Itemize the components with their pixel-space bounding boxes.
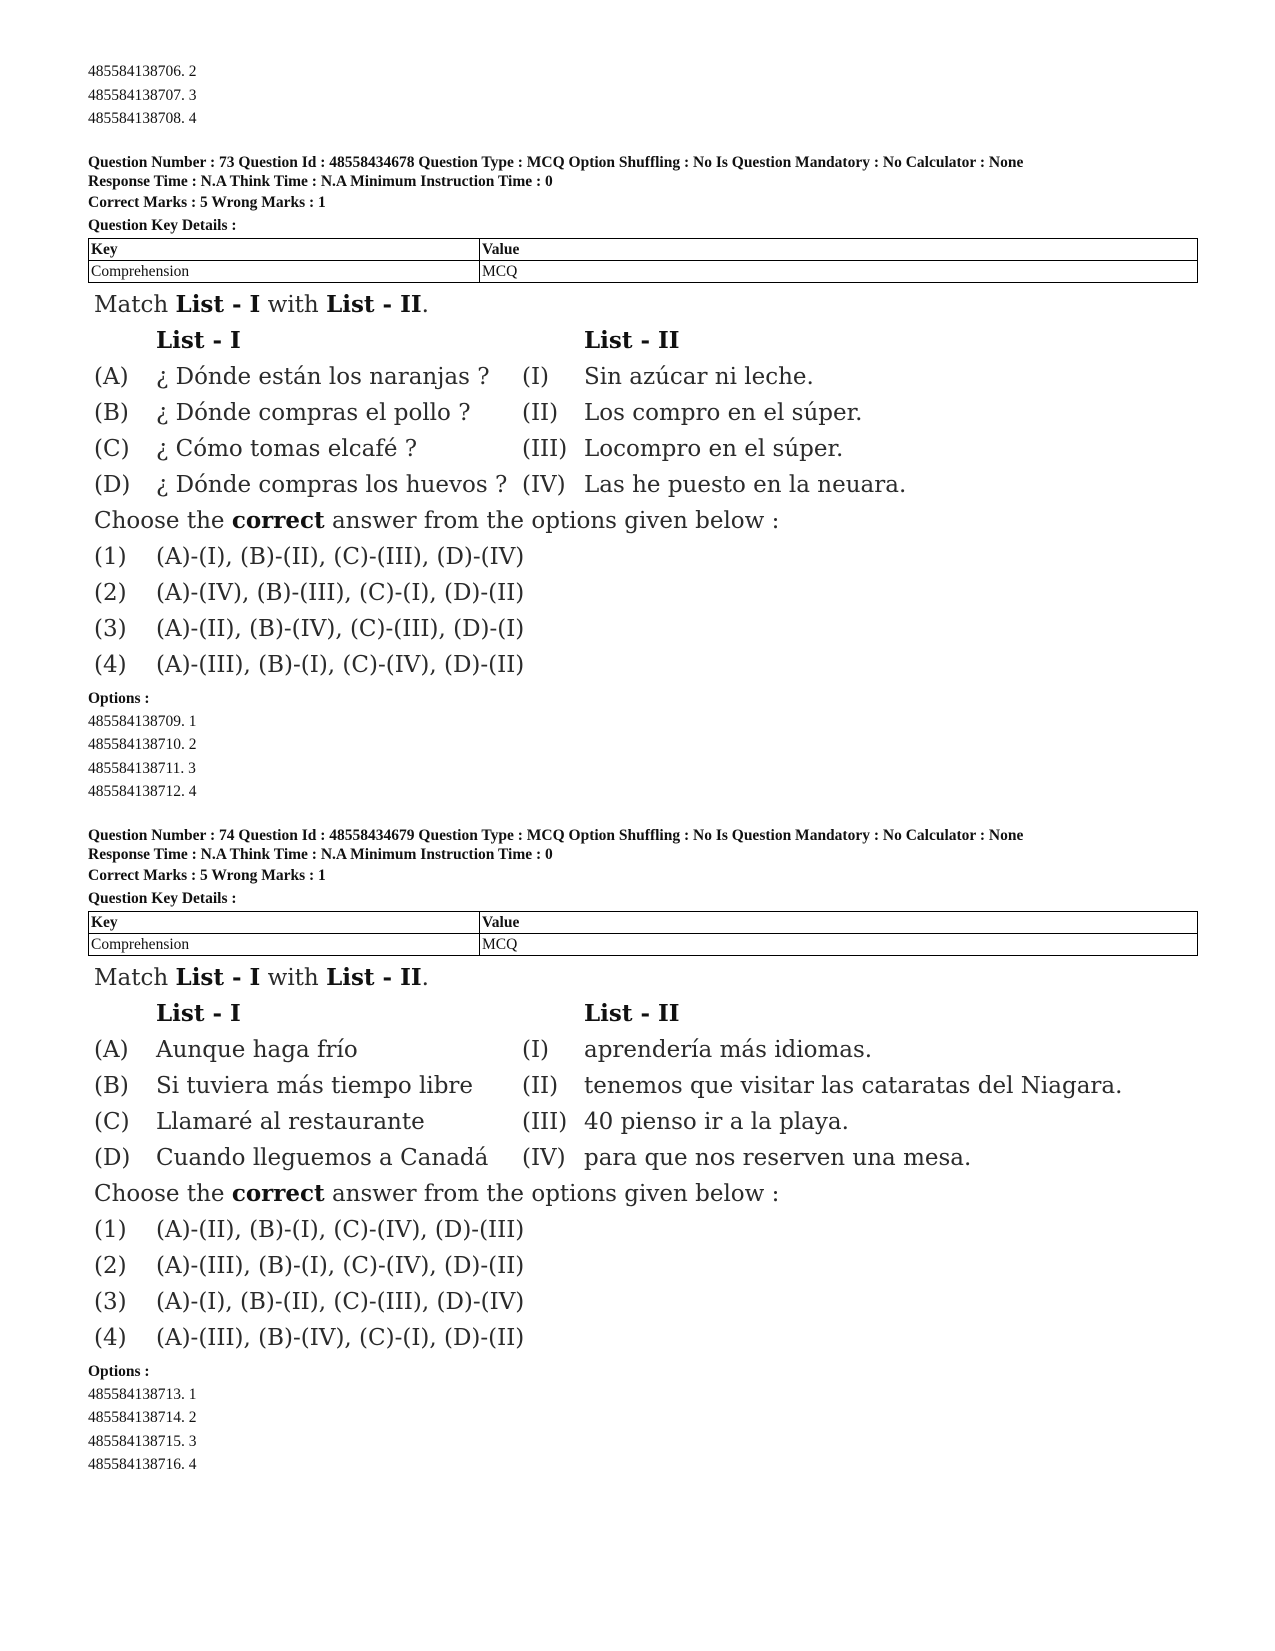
option-line: 485584138708. 4 [88, 110, 197, 127]
table-row [89, 260, 1198, 282]
key-details-label: Question Key Details : [88, 216, 237, 234]
option-line: 485584138709. 1 [88, 712, 197, 730]
value-header-cell: Value [480, 238, 1198, 260]
table-header-row [89, 238, 1198, 260]
option-line: 485584138716. 4 [88, 1456, 197, 1473]
question-header [88, 153, 1198, 191]
option-line: 485584138711. 3 [88, 759, 196, 777]
options-label: Options : [88, 689, 150, 707]
list-headers [94, 323, 1198, 359]
key-details-table [88, 911, 1198, 956]
marks-line: Correct Marks : 5 Wrong Marks : 1 [88, 866, 326, 884]
answer-choice: (3) (A)-(II), (B)-(IV), (C)-(III), (D)-(I) [94, 615, 525, 642]
key-details-label: Question Key Details : [88, 889, 237, 907]
question-header-line1: Question Number : 73 Question Id : 48558434678 Question Type : MCQ Option Shuffling : No Is Question Mandatory : No Calculator : None [88, 153, 1024, 171]
match-instruction: Match List - I with List - II. [94, 290, 429, 318]
question-73 [88, 153, 1198, 804]
question-header-line2: Response Time : N.A Think Time : N.A Minimum Instruction Time : 0 [88, 172, 553, 190]
match-row: (A) Aunque haga frío (I) aprendería más idiomas. [94, 1036, 873, 1063]
match-row: (D) Cuando lleguemos a Canadá (IV) para que nos reserven una mesa. [94, 1144, 972, 1171]
list-headers [94, 996, 1198, 1032]
answer-choice: (1) (A)-(I), (B)-(II), (C)-(III), (D)-(IV) [94, 543, 525, 570]
marks-line: Correct Marks : 5 Wrong Marks : 1 [88, 193, 326, 211]
option-line: 485584138715. 3 [88, 1432, 197, 1450]
key-header-cell: Key [89, 238, 480, 260]
key-header-cell: Key [89, 911, 480, 933]
value-header-cell: Value [480, 911, 1198, 933]
option-line: 485584138710. 2 [88, 736, 197, 753]
list2-heading: List - II [584, 999, 680, 1027]
options-list [88, 710, 1198, 804]
option-line: 485584138706. 2 [88, 63, 197, 80]
options-label: Options : [88, 1362, 150, 1380]
match-row: (A) ¿ Dónde están los naranjas ? (I) Sin azúcar ni leche. [94, 363, 814, 390]
value-cell: MCQ [480, 260, 1198, 282]
question-header-line2: Response Time : N.A Think Time : N.A Minimum Instruction Time : 0 [88, 845, 553, 863]
match-row: (B) ¿ Dónde compras el pollo ? (II) Los compro en el súper. [94, 399, 863, 426]
document-page [88, 60, 1198, 1477]
question-74 [88, 826, 1198, 1477]
answer-choice: (1) (A)-(II), (B)-(I), (C)-(IV), (D)-(III) [94, 1216, 525, 1243]
question-body [94, 287, 1198, 683]
choose-instruction: Choose the correct answer from the options given below : [94, 1179, 780, 1207]
option-line: 485584138713. 1 [88, 1385, 197, 1403]
key-cell: Comprehension [89, 933, 480, 955]
choose-instruction: Choose the correct answer from the options given below : [94, 506, 780, 534]
list1-heading: List - I [156, 326, 241, 354]
question-body [94, 960, 1198, 1356]
question-header [88, 826, 1198, 864]
option-line: 485584138714. 2 [88, 1409, 197, 1426]
match-row: (C) Llamaré al restaurante (III) 40 pienso ir a la playa. [94, 1108, 849, 1135]
answer-choice: (2) (A)-(IV), (B)-(III), (C)-(I), (D)-(II) [94, 579, 525, 606]
key-cell: Comprehension [89, 260, 480, 282]
value-cell: MCQ [480, 933, 1198, 955]
answer-choice: (4) (A)-(III), (B)-(IV), (C)-(I), (D)-(II) [94, 1324, 525, 1351]
key-details-table [88, 238, 1198, 283]
answer-choice: (3) (A)-(I), (B)-(II), (C)-(III), (D)-(IV) [94, 1288, 525, 1315]
options-list [88, 1383, 1198, 1477]
answer-choice: (2) (A)-(III), (B)-(I), (C)-(IV), (D)-(II) [94, 1252, 525, 1279]
previous-options-list [88, 60, 1198, 131]
table-row [89, 933, 1198, 955]
table-header-row [89, 911, 1198, 933]
match-row: (C) ¿ Cómo tomas elcafé ? (III) Locompro en el súper. [94, 435, 844, 462]
option-line: 485584138707. 3 [88, 86, 197, 104]
match-row: (D) ¿ Dónde compras los huevos ? (IV) Las he puesto en la neuara. [94, 471, 907, 498]
list2-heading: List - II [584, 326, 680, 354]
answer-choice: (4) (A)-(III), (B)-(I), (C)-(IV), (D)-(II) [94, 651, 525, 678]
list1-heading: List - I [156, 999, 241, 1027]
match-instruction: Match List - I with List - II. [94, 963, 429, 991]
question-header-line1: Question Number : 74 Question Id : 48558434679 Question Type : MCQ Option Shuffling : No Is Question Mandatory : No Calculator : None [88, 826, 1024, 844]
match-row: (B) Si tuviera más tiempo libre (II) tenemos que visitar las cataratas del Niagara. [94, 1072, 1123, 1099]
option-line: 485584138712. 4 [88, 783, 197, 800]
